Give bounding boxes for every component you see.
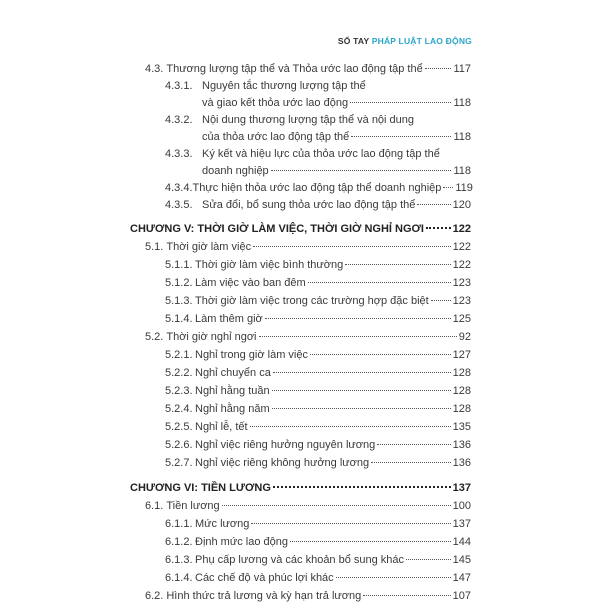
entry-number: 6.1.2. [165,536,193,548]
entry-page-number: 128 [452,367,471,379]
entry-page-number: 92 [458,331,471,343]
entry-title: Thương lượng tập thể và Thỏa ước lao động tập thể [166,63,423,75]
entry-page-number: 145 [452,554,471,566]
entry-title-line1: Nguyên tắc thương lượng tập thể [202,80,366,92]
entry-title: Nghỉ trong giờ làm việc [195,349,308,361]
entry-title: Các chế độ và phúc lợi khác [195,572,334,584]
dot-leader [273,486,451,488]
entry-page-number: 120 [452,199,471,211]
dot-leader [250,426,451,427]
entry-number: 5.2.5. [165,421,193,433]
entry-title-line2: doanh nghiệp [202,165,269,177]
toc-entry[interactable] [130,551,471,569]
entry-page-number: 118 [453,131,471,143]
toc-entry[interactable] [130,78,471,112]
entry-number: 5.2.1. [165,349,193,361]
dot-leader [426,227,451,229]
entry-number: 5.2.3. [165,385,193,397]
dot-leader [336,577,451,578]
entry-title-line2: và giao kết thỏa ước lao động [202,97,349,109]
dot-leader [222,505,451,506]
entry-title: Nghỉ việc riêng không hưởng lương [195,457,370,469]
entry-page-number: 123 [452,295,471,307]
table-of-contents [130,61,471,605]
dot-leader [371,462,451,463]
entry-page-number: 144 [452,536,471,548]
toc-entry[interactable] [130,515,471,533]
entry-page-number: 123 [452,277,471,289]
entry-number: 4.3.2. [165,114,193,126]
dot-leader [345,264,450,265]
entry-title: Thực hiện thỏa ước lao động tập thể doanh nghiệp [192,182,442,194]
entry-number: 5.2.2. [165,367,193,379]
entry-number: 6.1.1. [165,518,193,530]
dot-leader [351,136,451,137]
dot-leader [253,246,451,247]
entry-title: Hình thức trả lương và kỳ hạn trả lương [166,590,362,602]
toc-entry[interactable] [130,197,471,214]
header-prefix: SỐ TAY [337,36,370,46]
entry-title: Mức lương [195,518,250,530]
entry-number: 6.1.3. [165,554,193,566]
chapter-entry[interactable] [130,220,471,238]
toc-entry[interactable] [130,112,471,146]
entry-number: 6.1. [145,500,164,512]
entry-title: Nghỉ hằng tuần [195,385,270,397]
entry-number: 5.1.4. [165,313,193,325]
toc-entry[interactable] [130,346,471,364]
entry-page-number: 128 [452,385,471,397]
entry-page-number: 136 [452,439,471,451]
entry-number: 5.1.2. [165,277,193,289]
entry-title: Tiền lương [166,500,220,512]
toc-entry[interactable] [130,533,471,551]
entry-title: Làm thêm giờ [195,313,263,325]
entry-title: Thời giờ làm việc [166,241,252,253]
toc-entry[interactable] [130,274,471,292]
toc-entry[interactable] [130,238,471,256]
toc-entry[interactable] [130,569,471,587]
entry-title-line2: của thỏa ước lao động tập thể [202,131,350,143]
toc-entry[interactable] [130,328,471,346]
dot-leader [272,390,451,391]
dot-leader [273,372,451,373]
entry-page-number: 117 [453,63,471,75]
toc-entry[interactable] [130,292,471,310]
dot-leader [417,204,450,205]
entry-number: 5.1.3. [165,295,193,307]
toc-entry[interactable] [130,454,471,472]
entry-title: Định mức lao động [195,536,288,548]
entry-page-number: 127 [452,349,471,361]
toc-entry[interactable] [130,146,471,180]
entry-page-number: 147 [452,572,471,584]
entry-page-number: 125 [452,313,471,325]
entry-page-number: 122 [452,259,471,271]
dot-leader [377,444,450,445]
entry-title: Nghỉ lễ, tết [195,421,248,433]
entry-number: 4.3.4. [165,182,193,194]
toc-entry[interactable] [130,364,471,382]
toc-entry[interactable] [130,180,471,197]
entry-page-number: 119 [455,182,473,194]
entry-title: Thời giờ làm việc bình thường [195,259,344,271]
entry-title-line1: Ký kết và hiệu lực của thỏa ước lao động tập thể [202,148,440,160]
entry-page-number: 107 [452,590,471,602]
toc-entry[interactable] [130,310,471,328]
entry-title: Thời giờ nghỉ ngơi [166,331,257,343]
entry-title: Làm việc vào ban đêm [195,277,306,289]
dot-leader [431,300,451,301]
toc-entry[interactable] [130,418,471,436]
chapter-entry[interactable] [130,479,471,497]
entry-number: 4.3.1. [165,80,193,92]
toc-entry[interactable] [130,400,471,418]
entry-number: 5.1. [145,241,164,253]
entry-title: Nghỉ việc riêng hưởng nguyên lương [195,439,376,451]
entry-number: 5.1.1. [165,259,193,271]
entry-number: 4.3.3. [165,148,193,160]
entry-page-number: 137 [452,518,471,530]
dot-leader [251,523,450,524]
entry-title: Sửa đổi, bổ sung thỏa ước lao động tập thể [202,199,416,211]
entry-title-line1: Nội dung thương lượng tập thể và nội dung [202,114,415,126]
running-header [338,36,472,46]
toc-entry[interactable] [130,382,471,400]
dot-leader [310,354,451,355]
entry-number: 5.2.7. [165,457,193,469]
entry-title: CHƯƠNG V: THỜI GIỜ LÀM VIỆC, THỜI GIỜ NGHỈ NGƠI [130,223,424,235]
entry-page-number: 122 [452,241,471,253]
toc-entry[interactable] [130,436,471,454]
toc-entry[interactable] [130,497,471,515]
entry-number: 4.3.5. [165,199,193,211]
dot-leader [259,336,457,337]
entry-number: 5.2.6. [165,439,193,451]
dot-leader [308,282,451,283]
entry-title: CHƯƠNG VI: TIỀN LƯƠNG [130,482,271,494]
entry-page-number: 100 [452,500,471,512]
dot-leader [290,541,451,542]
dot-leader [265,318,451,319]
entry-number: 5.2. [145,331,164,343]
dot-leader [350,102,451,103]
toc-entry[interactable] [130,256,471,274]
dot-leader [363,595,450,596]
entry-page-number: 118 [453,165,471,177]
header-title: PHÁP LUẬT LAO ĐỘNG [371,36,472,46]
entry-page-number: 128 [452,403,471,415]
toc-entry[interactable] [130,61,471,78]
dot-leader [271,170,452,171]
entry-page-number: 118 [453,97,471,109]
entry-title: Nghỉ hằng năm [195,403,270,415]
entry-page-number: 135 [452,421,471,433]
entry-number: 6.1.4. [165,572,193,584]
entry-title: Thời giờ làm việc trong các trường hợp đặc biệt [195,295,429,307]
entry-title: Phụ cấp lương và các khoản bổ sung khác [195,554,405,566]
entry-page-number: 122 [452,223,471,235]
entry-page-number: 136 [452,457,471,469]
dot-leader [406,559,451,560]
dot-leader [272,408,451,409]
entry-number: 5.2.4. [165,403,193,415]
dot-leader [443,187,453,188]
entry-number: 6.2. [145,590,164,602]
entry-number: 4.3. [145,63,164,75]
entry-page-number: 137 [452,482,471,494]
dot-leader [425,68,452,69]
toc-entry[interactable] [130,587,471,605]
entry-title: Nghỉ chuyển ca [195,367,271,379]
